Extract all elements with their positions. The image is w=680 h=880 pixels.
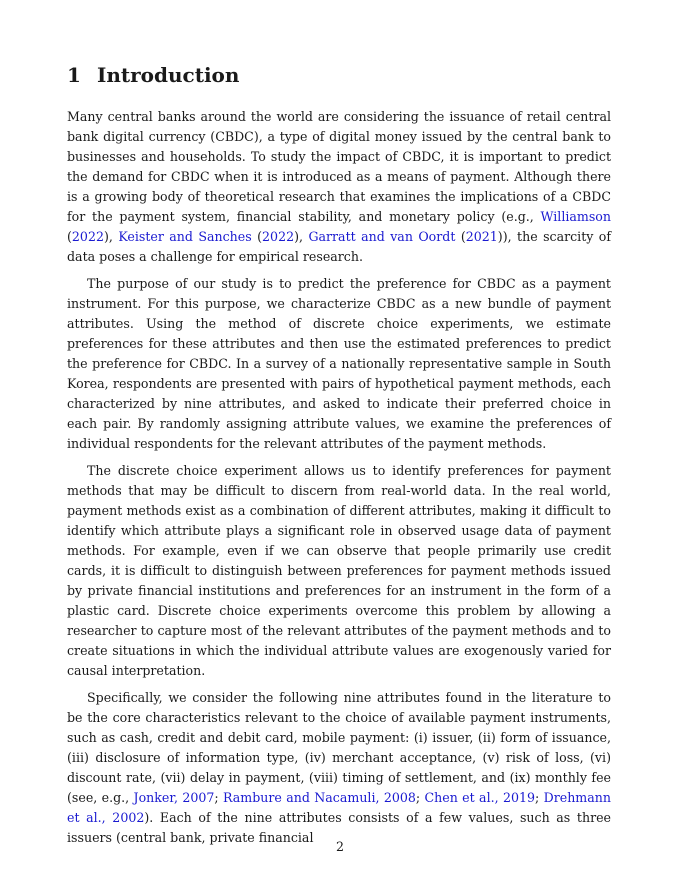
paragraph-text: ( xyxy=(455,229,466,244)
section-number: 1 xyxy=(67,63,81,87)
paragraph-3 xyxy=(67,461,611,681)
paragraph-text: ; xyxy=(214,790,224,805)
citation-link[interactable]: Drehmann et al., 2002 xyxy=(67,790,611,825)
citation-link[interactable]: Williamson xyxy=(540,209,611,224)
citation-link[interactable]: 2022 xyxy=(71,229,104,244)
citation-link[interactable]: Keister and Sanches xyxy=(118,229,252,244)
paragraph-text: )), the scarcity of data poses a challenge for empirical research. xyxy=(67,229,612,264)
paragraph-text: Specifically, we consider the following nine attributes found in the literature to be the core characteristics relevant to the choice of available payment instruments, such as cash, credit and debit card, mobile payment: (i) issuer, (ii) form of issuance, (iii) disclosure of information type, (iv) merchant acceptance, (v) risk of loss, (vi) discount rate, (vii) delay in payment, (viii) timing of settlement, and (ix) monthly fee (see, e.g., xyxy=(67,690,611,805)
citation-link[interactable]: Rambure and Nacamuli, 2008 xyxy=(223,790,416,805)
paragraph-text: ( xyxy=(251,229,263,244)
paragraph-text: ; xyxy=(535,790,544,805)
section-title: Introduction xyxy=(97,63,240,87)
paragraph-text: The discrete choice experiment allows us to identify preferences for payment methods that may be difficult to discern from real-world data. In the real world, payment methods exist as a combination of different attributes, making it difficult to identify which attribute plays a significant role in observed usage data of payment methods. For example, even if we can observe that people primarily use credit cards, it is difficult to distinguish between preferences for payment methods issued by private financial institutions and preferences for an instrument in the form of a plastic card. Discrete choice experiments overcome this problem by allowing a researcher to capture most of the relevant attributes of the payment methods and to create situations in which the individual attribute values are exogenously varied for causal interpretation. xyxy=(67,463,611,678)
paragraph-text: Many central banks around the world are considering the issuance of retail central bank digital currency (CBDC), a type of digital money issued by the central bank to businesses and households. To study the impact of CBDC, it is important to predict the demand for CBDC when it is introduced as a means of payment. Although there is a growing body of theoretical research that examines the implications of a CBDC for the payment system, financial stability, and monetary policy (e.g., xyxy=(67,109,611,224)
paragraph-text: The purpose of our study is to predict the preference for CBDC as a payment instrument. For this purpose, we characterize CBDC as a new bundle of payment attributes. Using the method of discrete choice experiments, we estimate preferences for these attributes and then use the estimated preferences to predict the preference for CBDC. In a survey of a nationally representative sample in South Korea, respondents are presented with pairs of hypothetical payment methods, each characterized by nine attributes, and asked to indicate their preferred choice in each pair. By randomly assigning attribute values, we examine the preferences of individual respondents for the relevant attributes of the payment methods. xyxy=(67,276,611,451)
body-text xyxy=(67,107,611,855)
paragraph-text: ( xyxy=(67,229,72,244)
paragraph-1 xyxy=(67,107,611,267)
section-heading xyxy=(67,62,239,88)
citation-link[interactable]: Garratt and van Oordt xyxy=(308,229,456,244)
citation-link[interactable]: 2021 xyxy=(465,229,498,244)
paragraph-text: ), xyxy=(294,229,309,244)
paragraph-text: ). Each of the nine attributes consists of a few values, such as three issuers (central bank, private financial xyxy=(67,810,611,845)
paragraph-text: ; xyxy=(415,790,425,805)
page-number: 2 xyxy=(335,839,344,854)
citation-link[interactable]: Chen et al., 2019 xyxy=(424,790,536,805)
paragraph-text: ), xyxy=(103,229,119,244)
paragraph-4 xyxy=(67,688,611,848)
citation-link[interactable]: Jonker, 2007 xyxy=(133,790,215,805)
paragraph-2 xyxy=(67,274,611,454)
citation-link[interactable]: 2022 xyxy=(262,229,295,244)
